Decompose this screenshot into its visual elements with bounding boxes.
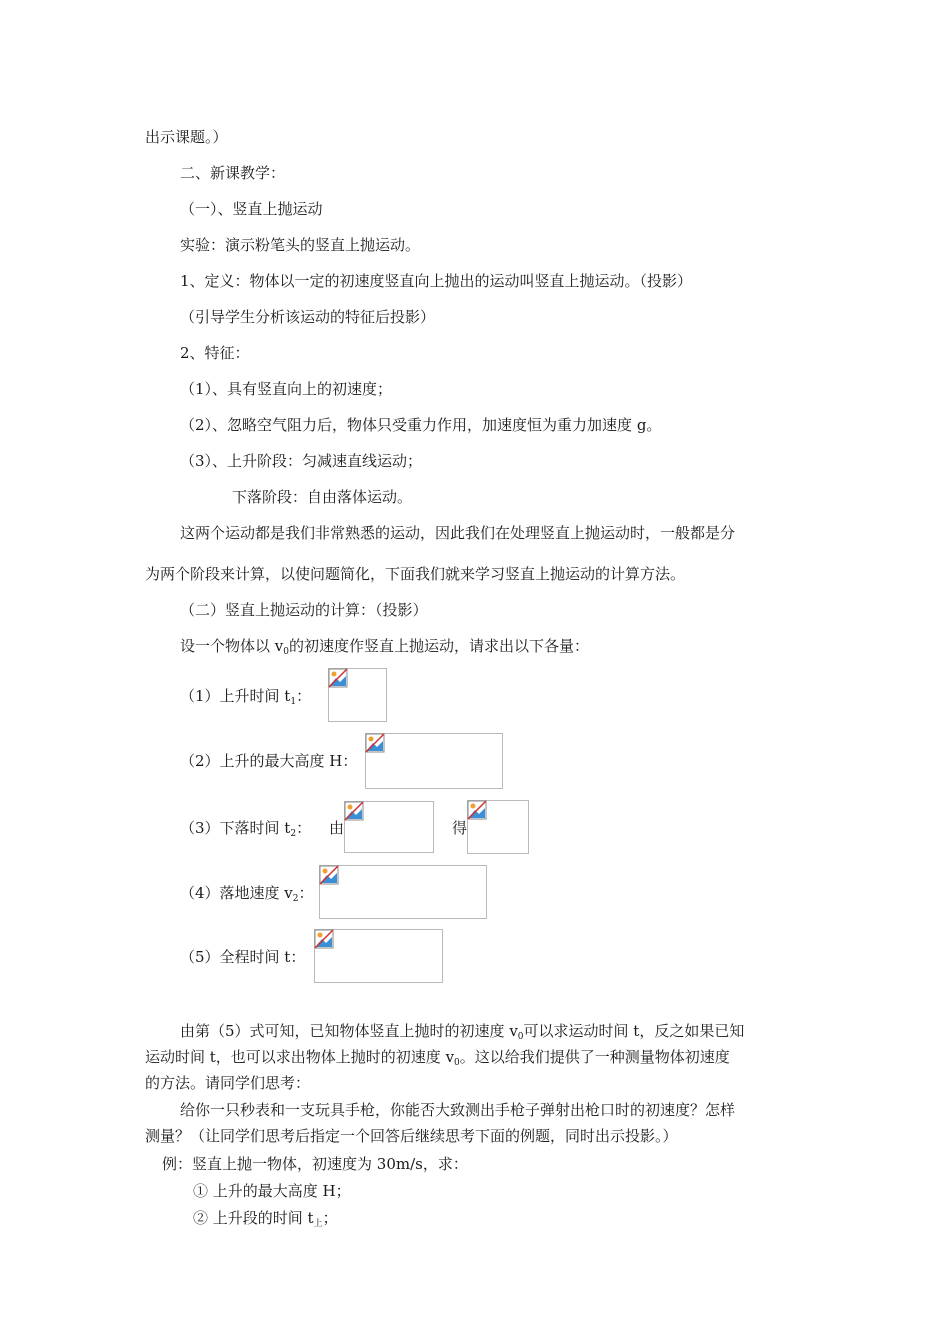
example-item: ① 上升的最大高度 H；	[193, 1182, 351, 1200]
text-line: 2、特征：	[180, 344, 250, 362]
text-segment: ；	[322, 1209, 338, 1227]
text-line: 测量？（让同学们思考后指定一个回答后继续思考下面的例题，同时出示投影。）	[145, 1127, 678, 1145]
subscript: 0	[454, 1058, 460, 1068]
text-segment: ② 上升段的时间 t	[193, 1209, 314, 1227]
text-segment: 由第（5）式可知，已知物体竖直上抛时的初速度 v	[180, 1022, 518, 1040]
text-line: 的方法。请同学们思考：	[145, 1074, 311, 1092]
text-line: 1、定义：物体以一定的初速度竖直向上抛出的运动叫竖直上抛运动。（投影）	[180, 272, 693, 290]
broken-image-icon	[467, 800, 487, 820]
text-segment: 可以求运动时间 t，反之如果已知	[523, 1022, 745, 1040]
example-line: 例：竖直上抛一物体，初速度为 30m/s，求：	[162, 1155, 468, 1173]
text-line	[145, 1047, 730, 1073]
text-segment: （1）上升时间 t	[180, 687, 291, 705]
text-line: 实验：演示粉笔头的竖直上抛运动。	[180, 236, 421, 254]
subscript: 0	[517, 1032, 524, 1042]
text-line: 为两个阶段来计算，以使问题简化，下面我们就来学习竖直上抛运动的计算方法。	[145, 565, 686, 583]
text-line: 下落阶段：自由落体运动。	[232, 488, 413, 506]
broken-image-icon	[365, 733, 385, 753]
text-line: （2）、忽略空气阻力后，物体只受重力作用，加速度恒为重力加速度 g。	[180, 416, 662, 434]
question-1	[180, 686, 311, 712]
text-line	[180, 1021, 744, 1047]
formula-image	[344, 801, 434, 853]
broken-image-icon	[328, 668, 348, 688]
text-line: 出示课题。）	[145, 128, 228, 146]
section-heading: 二、新课教学：	[180, 164, 286, 182]
example-item	[193, 1208, 338, 1234]
subscript: 上	[313, 1219, 323, 1229]
subscript: 2	[292, 894, 299, 904]
text-line	[180, 636, 589, 662]
broken-image-icon	[319, 865, 339, 885]
text-segment: 。这以给我们提供了一种测量物体初速度	[459, 1048, 730, 1066]
text-segment: ：	[296, 687, 312, 705]
subsection-heading: （一）、竖直上抛运动	[180, 200, 323, 218]
text-line: 给你一只秒表和一支玩具手枪，你能否大致测出手枪子弹射出枪口时的初速度？怎样	[180, 1101, 736, 1119]
formula-image	[328, 668, 387, 722]
text-line: （3）、上升阶段：匀减速直线运动；	[180, 452, 423, 470]
text-segment: 得	[452, 819, 468, 837]
question-4	[180, 883, 314, 909]
subscript: 1	[290, 697, 297, 707]
formula-image	[314, 929, 443, 983]
subscript: 2	[290, 829, 297, 839]
text-segment: （3）下落时间 t	[180, 819, 291, 837]
text-segment: ：	[298, 884, 314, 902]
text-line: （引导学生分析该运动的特征后投影）	[180, 308, 436, 326]
broken-image-icon	[344, 801, 364, 821]
question-5: （5）全程时间 t：	[180, 948, 306, 966]
broken-image-icon	[314, 929, 334, 949]
text-segment: （4）落地速度 v	[180, 884, 293, 902]
question-3	[180, 818, 311, 844]
text-segment: 设一个物体以 v	[180, 637, 284, 655]
text-segment: 运动时间 t，也可以求出物体上抛时的初速度 v	[145, 1048, 455, 1066]
formula-image	[467, 800, 529, 854]
text-segment: 的初速度作竖直上抛运动，请求出以下各量：	[288, 637, 589, 655]
formula-image	[365, 733, 503, 789]
formula-image	[319, 865, 487, 919]
text-line: 这两个运动都是我们非常熟悉的运动，因此我们在处理竖直上抛运动时，一般都是分	[180, 524, 736, 542]
subsection-heading: （二）竖直上抛运动的计算：（投影）	[180, 601, 428, 619]
question-2: （2）上升的最大高度 H：	[180, 752, 358, 770]
subscript: 0	[283, 647, 289, 657]
text-line: （1）、具有竖直向上的初速度；	[180, 380, 393, 398]
text-segment: 由	[329, 819, 345, 837]
text-segment: ：	[296, 819, 312, 837]
